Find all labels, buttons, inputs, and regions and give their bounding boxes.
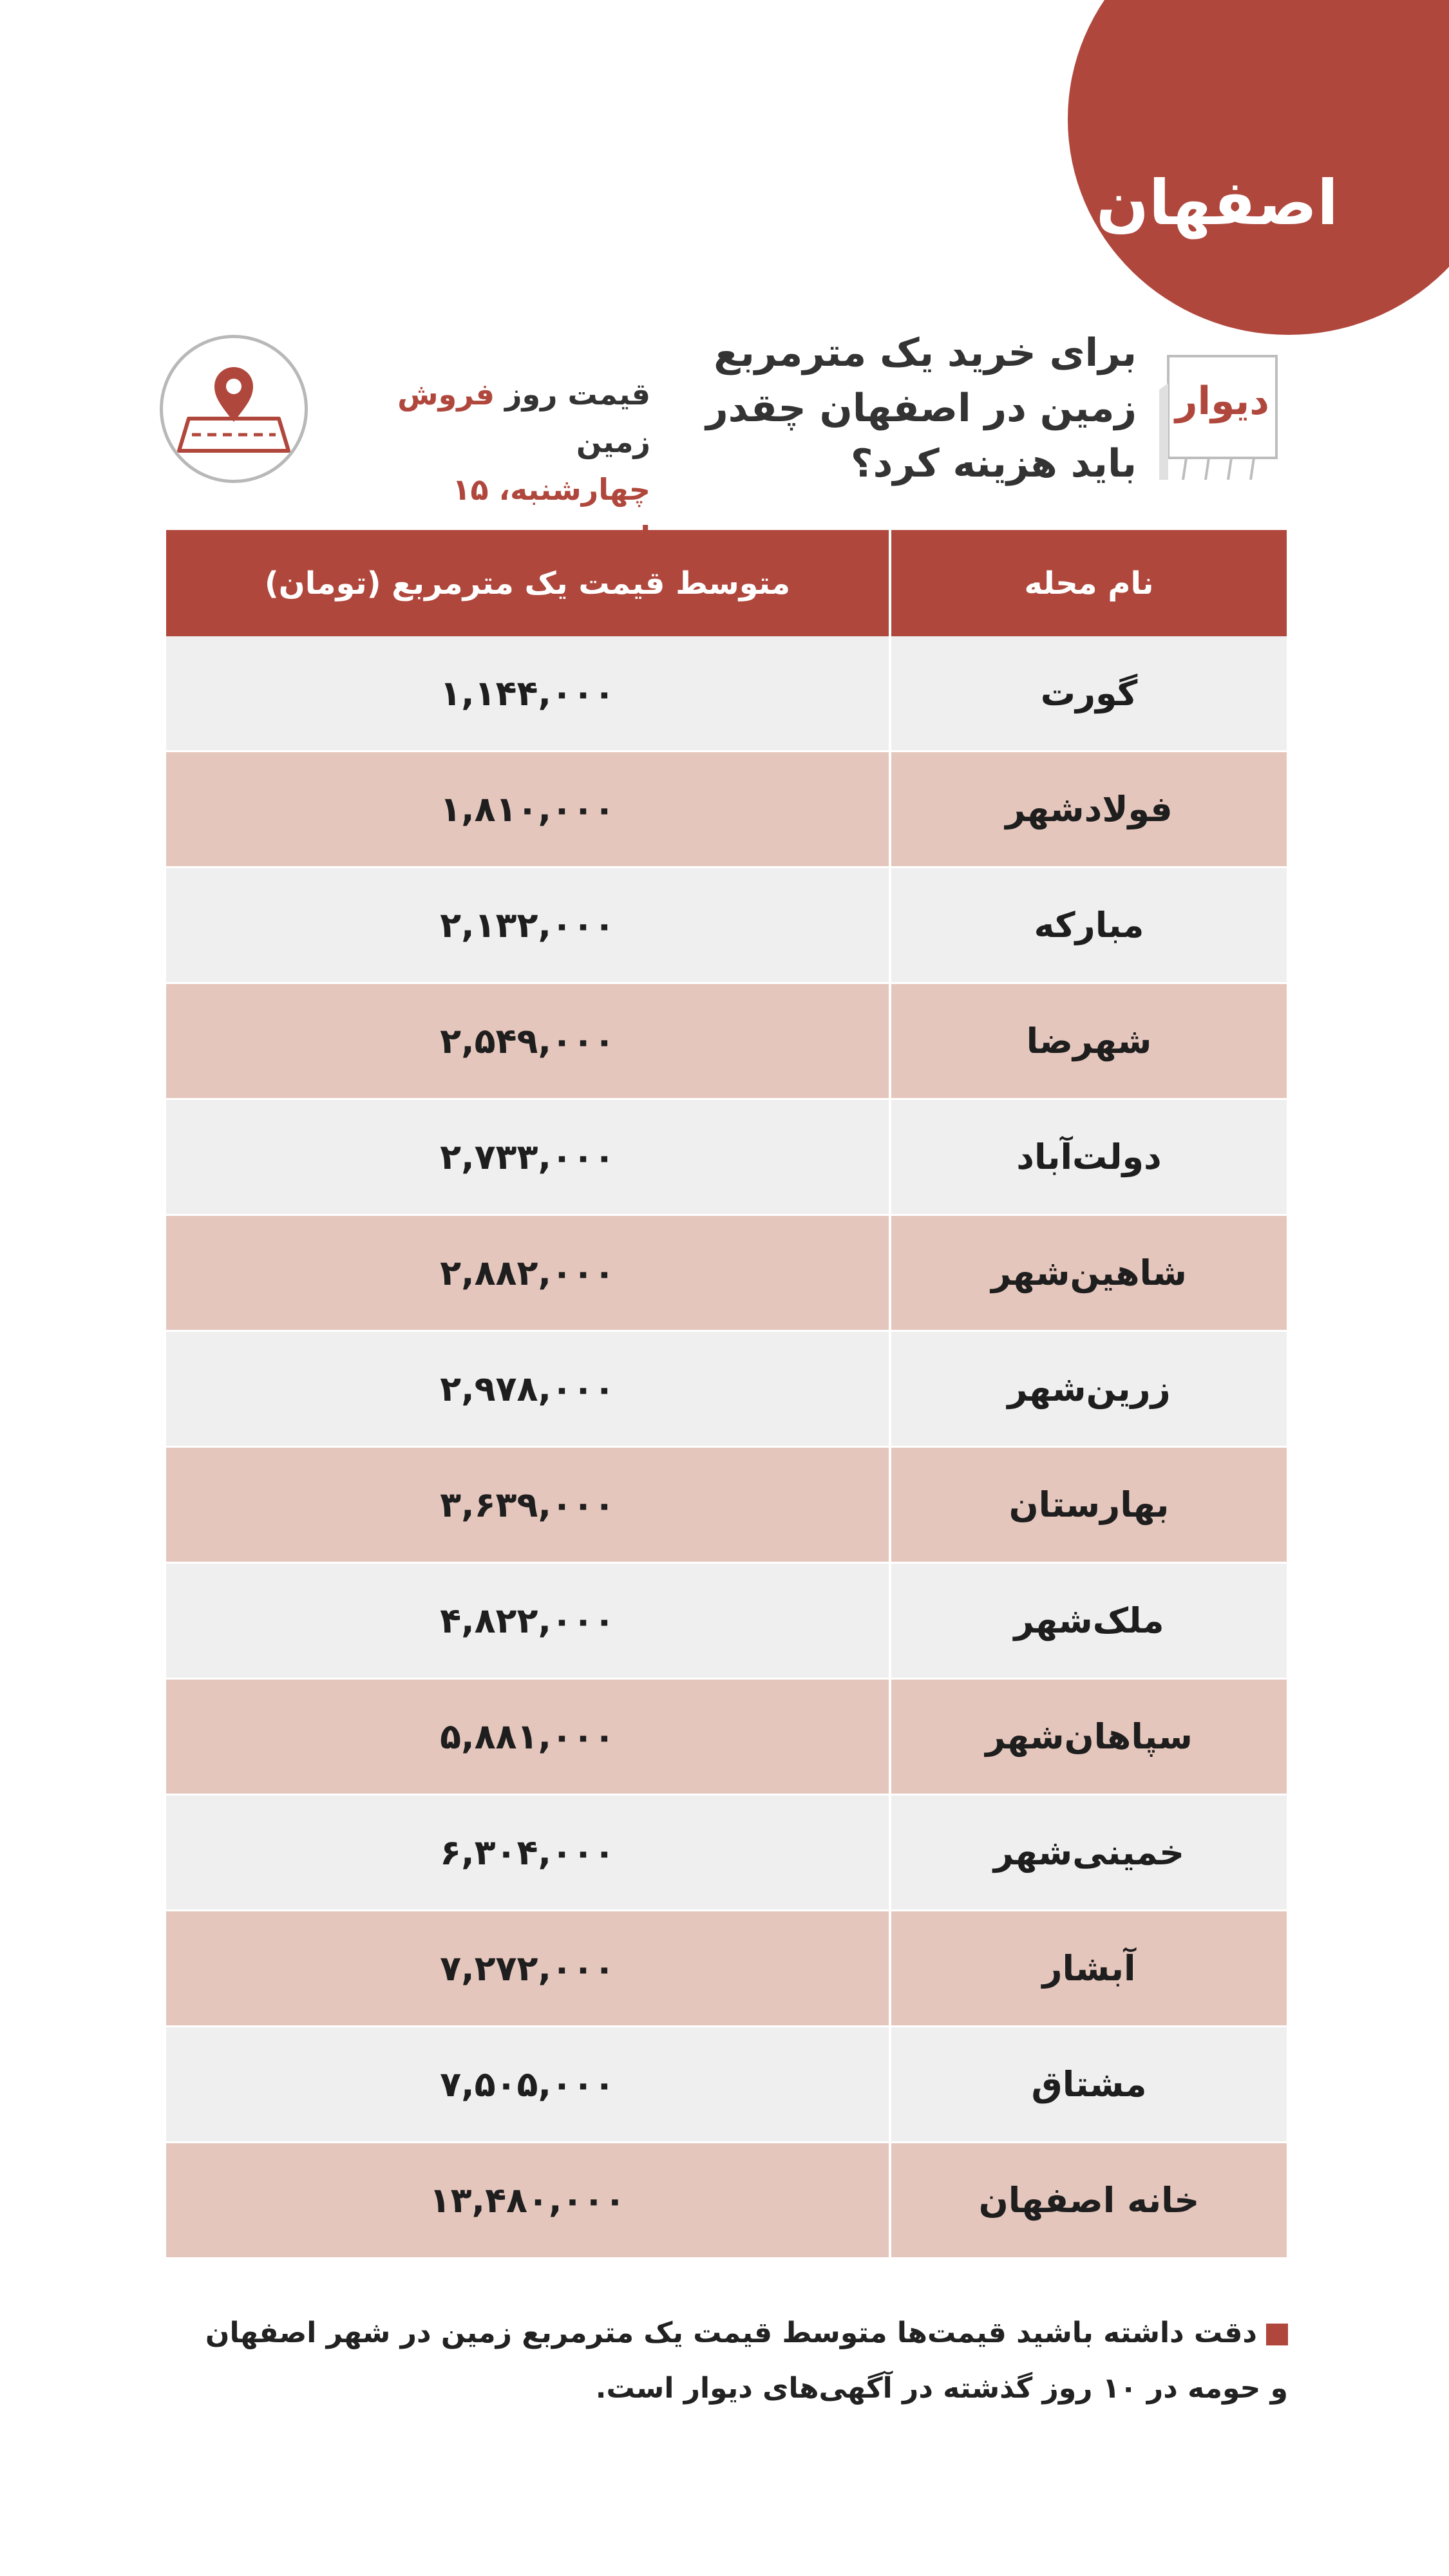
logo-text: دیوار bbox=[1175, 379, 1270, 424]
neighborhood-cell: فولادشهر bbox=[889, 752, 1287, 866]
neighborhood-cell: مشتاق bbox=[889, 2027, 1287, 2141]
map-pin-icon bbox=[160, 335, 308, 483]
price-cell: ۶,۳۰۴,۰۰۰ bbox=[440, 1832, 615, 1873]
neighborhood-cell: مبارکه bbox=[889, 868, 1287, 982]
table-row bbox=[166, 1678, 1287, 1794]
info-suffix: زمین bbox=[576, 424, 650, 459]
neighborhood-cell: آبشار bbox=[889, 1911, 1287, 2025]
neighborhood-cell: خمینی‌شهر bbox=[889, 1795, 1287, 1909]
table-row bbox=[166, 2025, 1287, 2141]
footnote-marker bbox=[1266, 2324, 1288, 2345]
table-row bbox=[166, 1562, 1287, 1678]
price-table bbox=[166, 530, 1287, 2257]
footnote-text: دقت داشته باشید قیمت‌ها متوسط قیمت یک مترمربع زمین در شهر اصفهان و حومه در ۱۰ روز گذشته در آگهی‌های دیوار است. bbox=[205, 2316, 1288, 2405]
info-date: چهارشنبه، ۱۵ bbox=[452, 472, 650, 507]
info-line bbox=[316, 370, 650, 466]
header-price: متوسط قیمت یک مترمربع (تومان) bbox=[264, 565, 791, 601]
headline: برای خرید یک مترمربع زمین در اصفهان چقدر باید هزینه کرد؟ bbox=[706, 330, 1137, 486]
city-title: اصفهان bbox=[1095, 167, 1339, 239]
info-accent-word: فروش bbox=[397, 377, 495, 412]
info-prefix: قیمت روز bbox=[504, 377, 650, 412]
table-row bbox=[166, 1330, 1287, 1446]
table-header bbox=[166, 530, 1287, 636]
price-cell: ۱,۸۱۰,۰۰۰ bbox=[440, 789, 615, 829]
neighborhood-cell: سپاهان‌شهر bbox=[889, 1680, 1287, 1794]
price-cell: ۱,۱۴۴,۰۰۰ bbox=[440, 673, 615, 714]
neighborhood-cell: شهرضا bbox=[889, 984, 1287, 1098]
divar-logo bbox=[1148, 351, 1286, 483]
price-cell: ۷,۲۷۲,۰۰۰ bbox=[440, 1948, 615, 1989]
neighborhood-cell: ملک‌شهر bbox=[889, 1564, 1287, 1678]
neighborhood-cell: خانه اصفهان bbox=[889, 2143, 1287, 2257]
table-row bbox=[166, 636, 1287, 750]
price-cell: ۲,۱۳۲,۰۰۰ bbox=[440, 905, 615, 945]
table-row bbox=[166, 982, 1287, 1098]
price-cell: ۲,۹۷۸,۰۰۰ bbox=[440, 1368, 615, 1409]
divar-logo-icon bbox=[1148, 351, 1286, 483]
neighborhood-cell: گورت bbox=[889, 636, 1287, 750]
table-row bbox=[166, 1794, 1287, 1909]
table-row bbox=[166, 1909, 1287, 2025]
price-cell: ۲,۵۴۹,۰۰۰ bbox=[440, 1021, 615, 1061]
neighborhood-cell: شاهین‌شهر bbox=[889, 1216, 1287, 1330]
header-name: نام محله bbox=[889, 530, 1287, 636]
table-row bbox=[166, 750, 1287, 866]
price-cell: ۲,۷۳۳,۰۰۰ bbox=[440, 1137, 615, 1177]
price-cell: ۱۳,۴۸۰,۰۰۰ bbox=[429, 2180, 626, 2221]
price-cell: ۷,۵۰۵,۰۰۰ bbox=[440, 2064, 615, 2105]
price-cell: ۴,۸۲۲,۰۰۰ bbox=[440, 1600, 615, 1641]
table-row bbox=[166, 1098, 1287, 1214]
table-row bbox=[166, 1214, 1287, 1330]
neighborhood-cell: بهارستان bbox=[889, 1448, 1287, 1562]
neighborhood-cell: زرین‌شهر bbox=[889, 1332, 1287, 1446]
footnote bbox=[180, 2306, 1288, 2416]
price-cell: ۳,۶۳۹,۰۰۰ bbox=[440, 1484, 615, 1525]
table-row bbox=[166, 1446, 1287, 1562]
neighborhood-cell: دولت‌آباد bbox=[889, 1100, 1287, 1214]
table-row bbox=[166, 2141, 1287, 2257]
price-cell: ۵,۸۸۱,۰۰۰ bbox=[440, 1716, 615, 1757]
price-cell: ۲,۸۸۲,۰۰۰ bbox=[440, 1253, 615, 1293]
table-row bbox=[166, 866, 1287, 982]
